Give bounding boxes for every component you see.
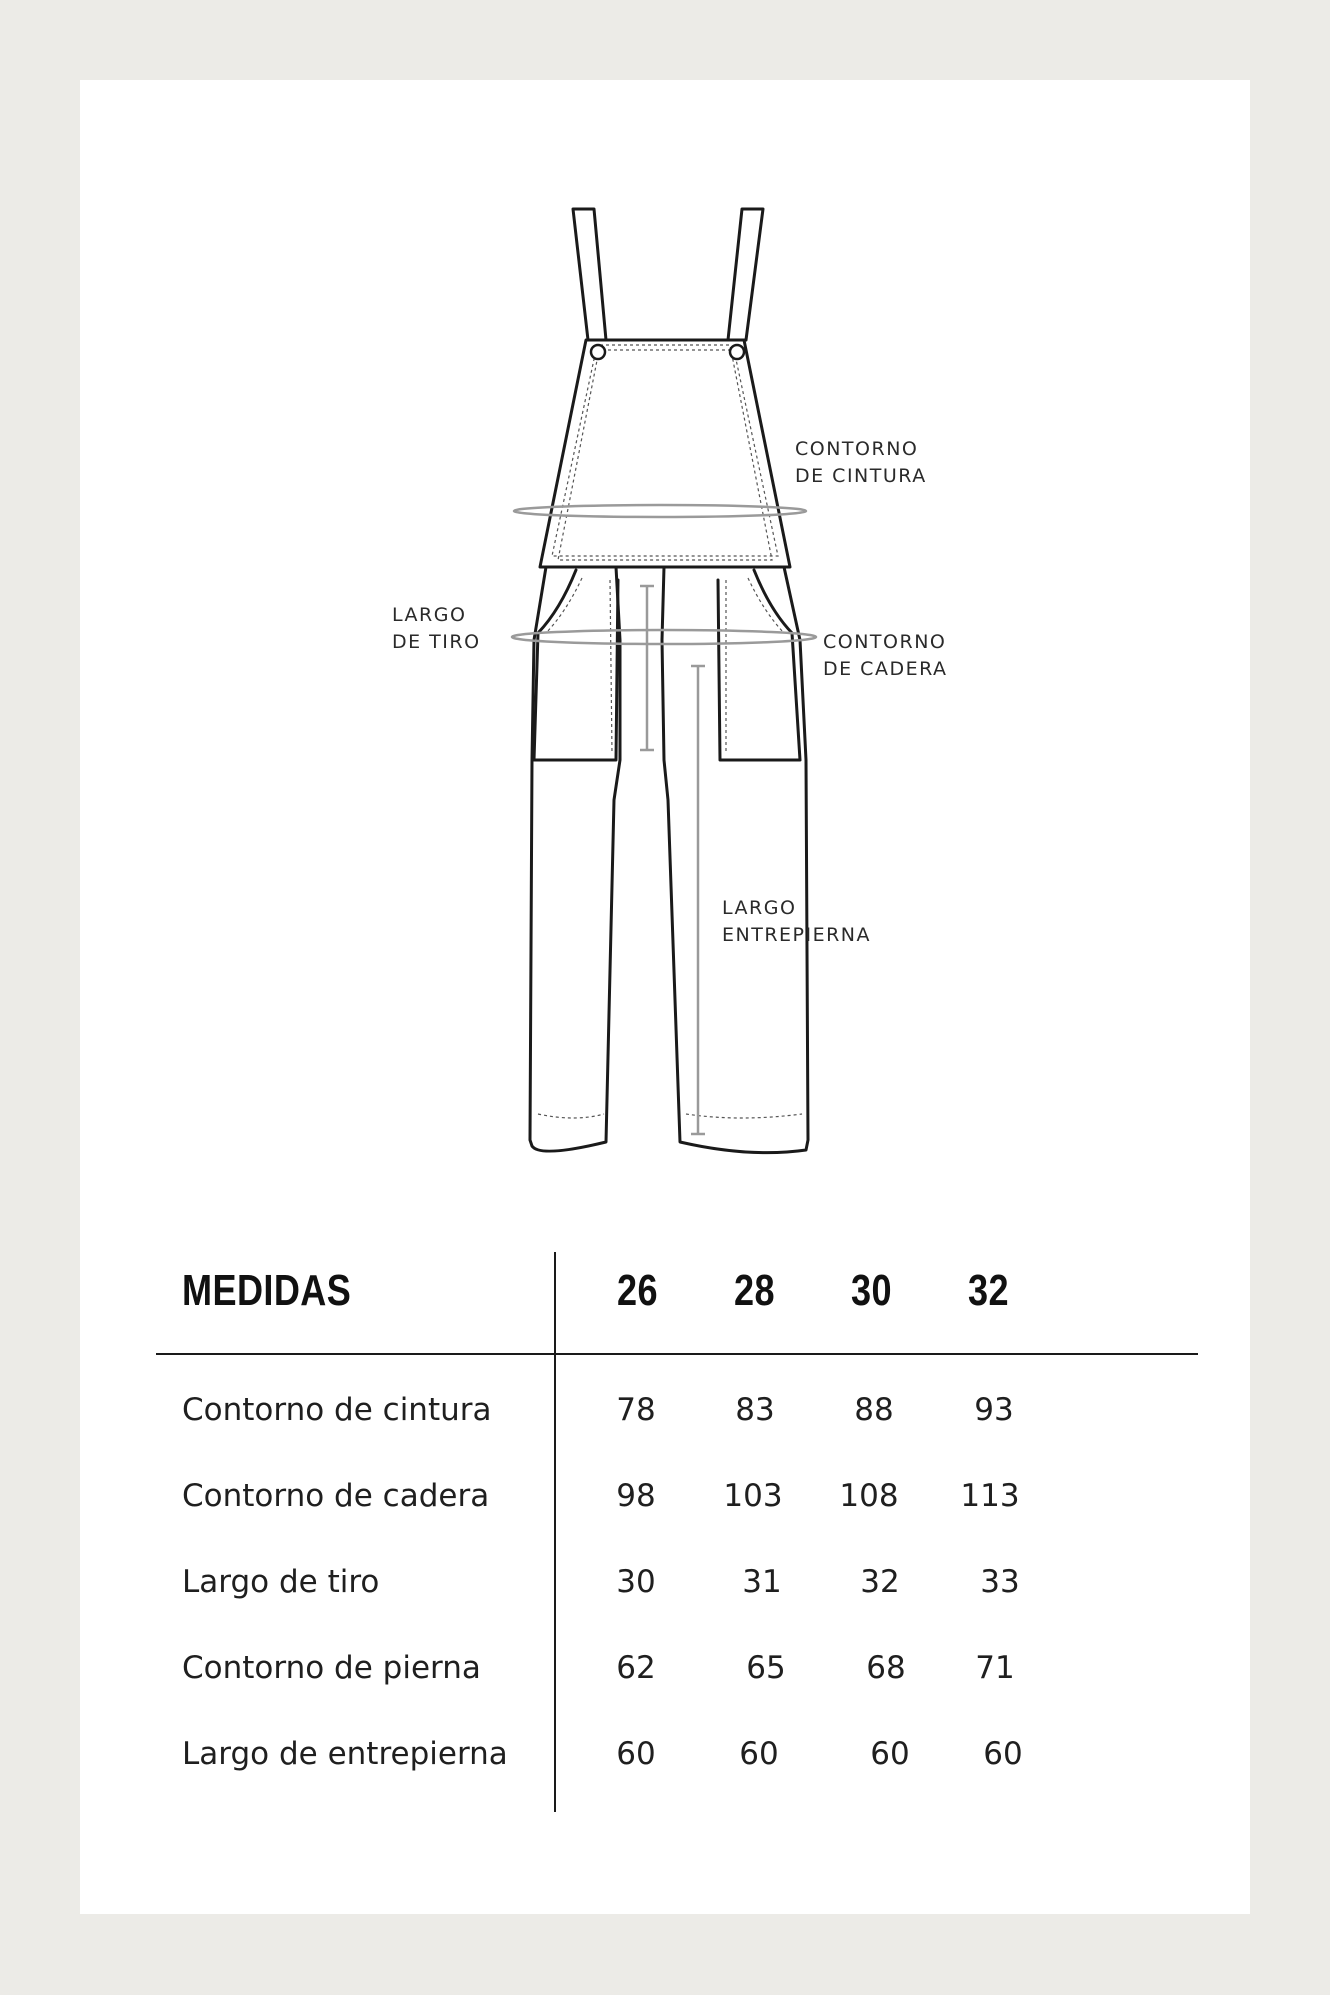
table-cell: 88 xyxy=(854,1392,894,1428)
hip-label xyxy=(823,629,948,683)
rise-label-line2: DE TIRO xyxy=(392,631,481,653)
table-cell: 60 xyxy=(616,1736,656,1772)
row-label-leg: Contorno de pierna xyxy=(182,1650,481,1686)
row-label-hip: Contorno de cadera xyxy=(182,1478,490,1514)
trousers xyxy=(530,567,808,1153)
table-cell: 98 xyxy=(616,1478,656,1514)
table-cell: 31 xyxy=(742,1564,782,1600)
table-cell: 103 xyxy=(723,1478,783,1514)
bib xyxy=(540,340,790,567)
table-cell: 71 xyxy=(975,1650,1015,1686)
table-column-divider xyxy=(554,1252,556,1812)
row-label-rise: Largo de tiro xyxy=(182,1564,380,1600)
size-30-header: 30 xyxy=(851,1266,892,1315)
table-cell: 65 xyxy=(746,1650,786,1686)
right-button xyxy=(730,345,744,359)
table-cell: 60 xyxy=(983,1736,1023,1772)
row-label-inseam: Largo de entrepierna xyxy=(182,1736,508,1772)
waist-label xyxy=(795,436,927,490)
inseam-label-line2: ENTREPIERNA xyxy=(722,924,872,946)
rise-label xyxy=(392,602,481,656)
hip-label-line1: CONTORNO xyxy=(823,631,947,653)
size-26-header: 26 xyxy=(617,1266,658,1315)
rise-label-line1: LARGO xyxy=(392,604,467,626)
table-header-divider xyxy=(156,1353,1198,1355)
table-cell: 68 xyxy=(866,1650,906,1686)
inseam-label-line1: LARGO xyxy=(722,897,797,919)
left-strap xyxy=(573,209,606,340)
table-header-title: MEDIDAS xyxy=(182,1266,352,1315)
table-cell: 60 xyxy=(870,1736,910,1772)
left-pocket xyxy=(534,570,618,760)
right-pocket xyxy=(718,570,800,760)
size-28-header: 28 xyxy=(734,1266,775,1315)
table-cell: 32 xyxy=(860,1564,900,1600)
inseam-label xyxy=(722,895,871,949)
right-strap xyxy=(728,209,763,340)
table-cell: 30 xyxy=(616,1564,656,1600)
size-32-header: 32 xyxy=(968,1266,1009,1315)
table-cell: 33 xyxy=(980,1564,1020,1600)
table-cell: 62 xyxy=(616,1650,656,1686)
hip-label-line2: DE CADERA xyxy=(823,658,948,680)
table-cell: 78 xyxy=(616,1392,656,1428)
waist-measure xyxy=(514,505,806,517)
table-cell: 113 xyxy=(960,1478,1020,1514)
waist-label-line2: DE CINTURA xyxy=(795,465,927,487)
hip-measure xyxy=(512,630,816,644)
waist-label-line1: CONTORNO xyxy=(795,438,919,460)
table-cell: 108 xyxy=(839,1478,899,1514)
table-cell: 83 xyxy=(735,1392,775,1428)
table-cell: 60 xyxy=(739,1736,779,1772)
row-label-waist: Contorno de cintura xyxy=(182,1392,492,1428)
rise-measure xyxy=(640,586,654,750)
left-button xyxy=(591,345,605,359)
table-cell: 93 xyxy=(974,1392,1014,1428)
inseam-measure xyxy=(691,666,705,1134)
